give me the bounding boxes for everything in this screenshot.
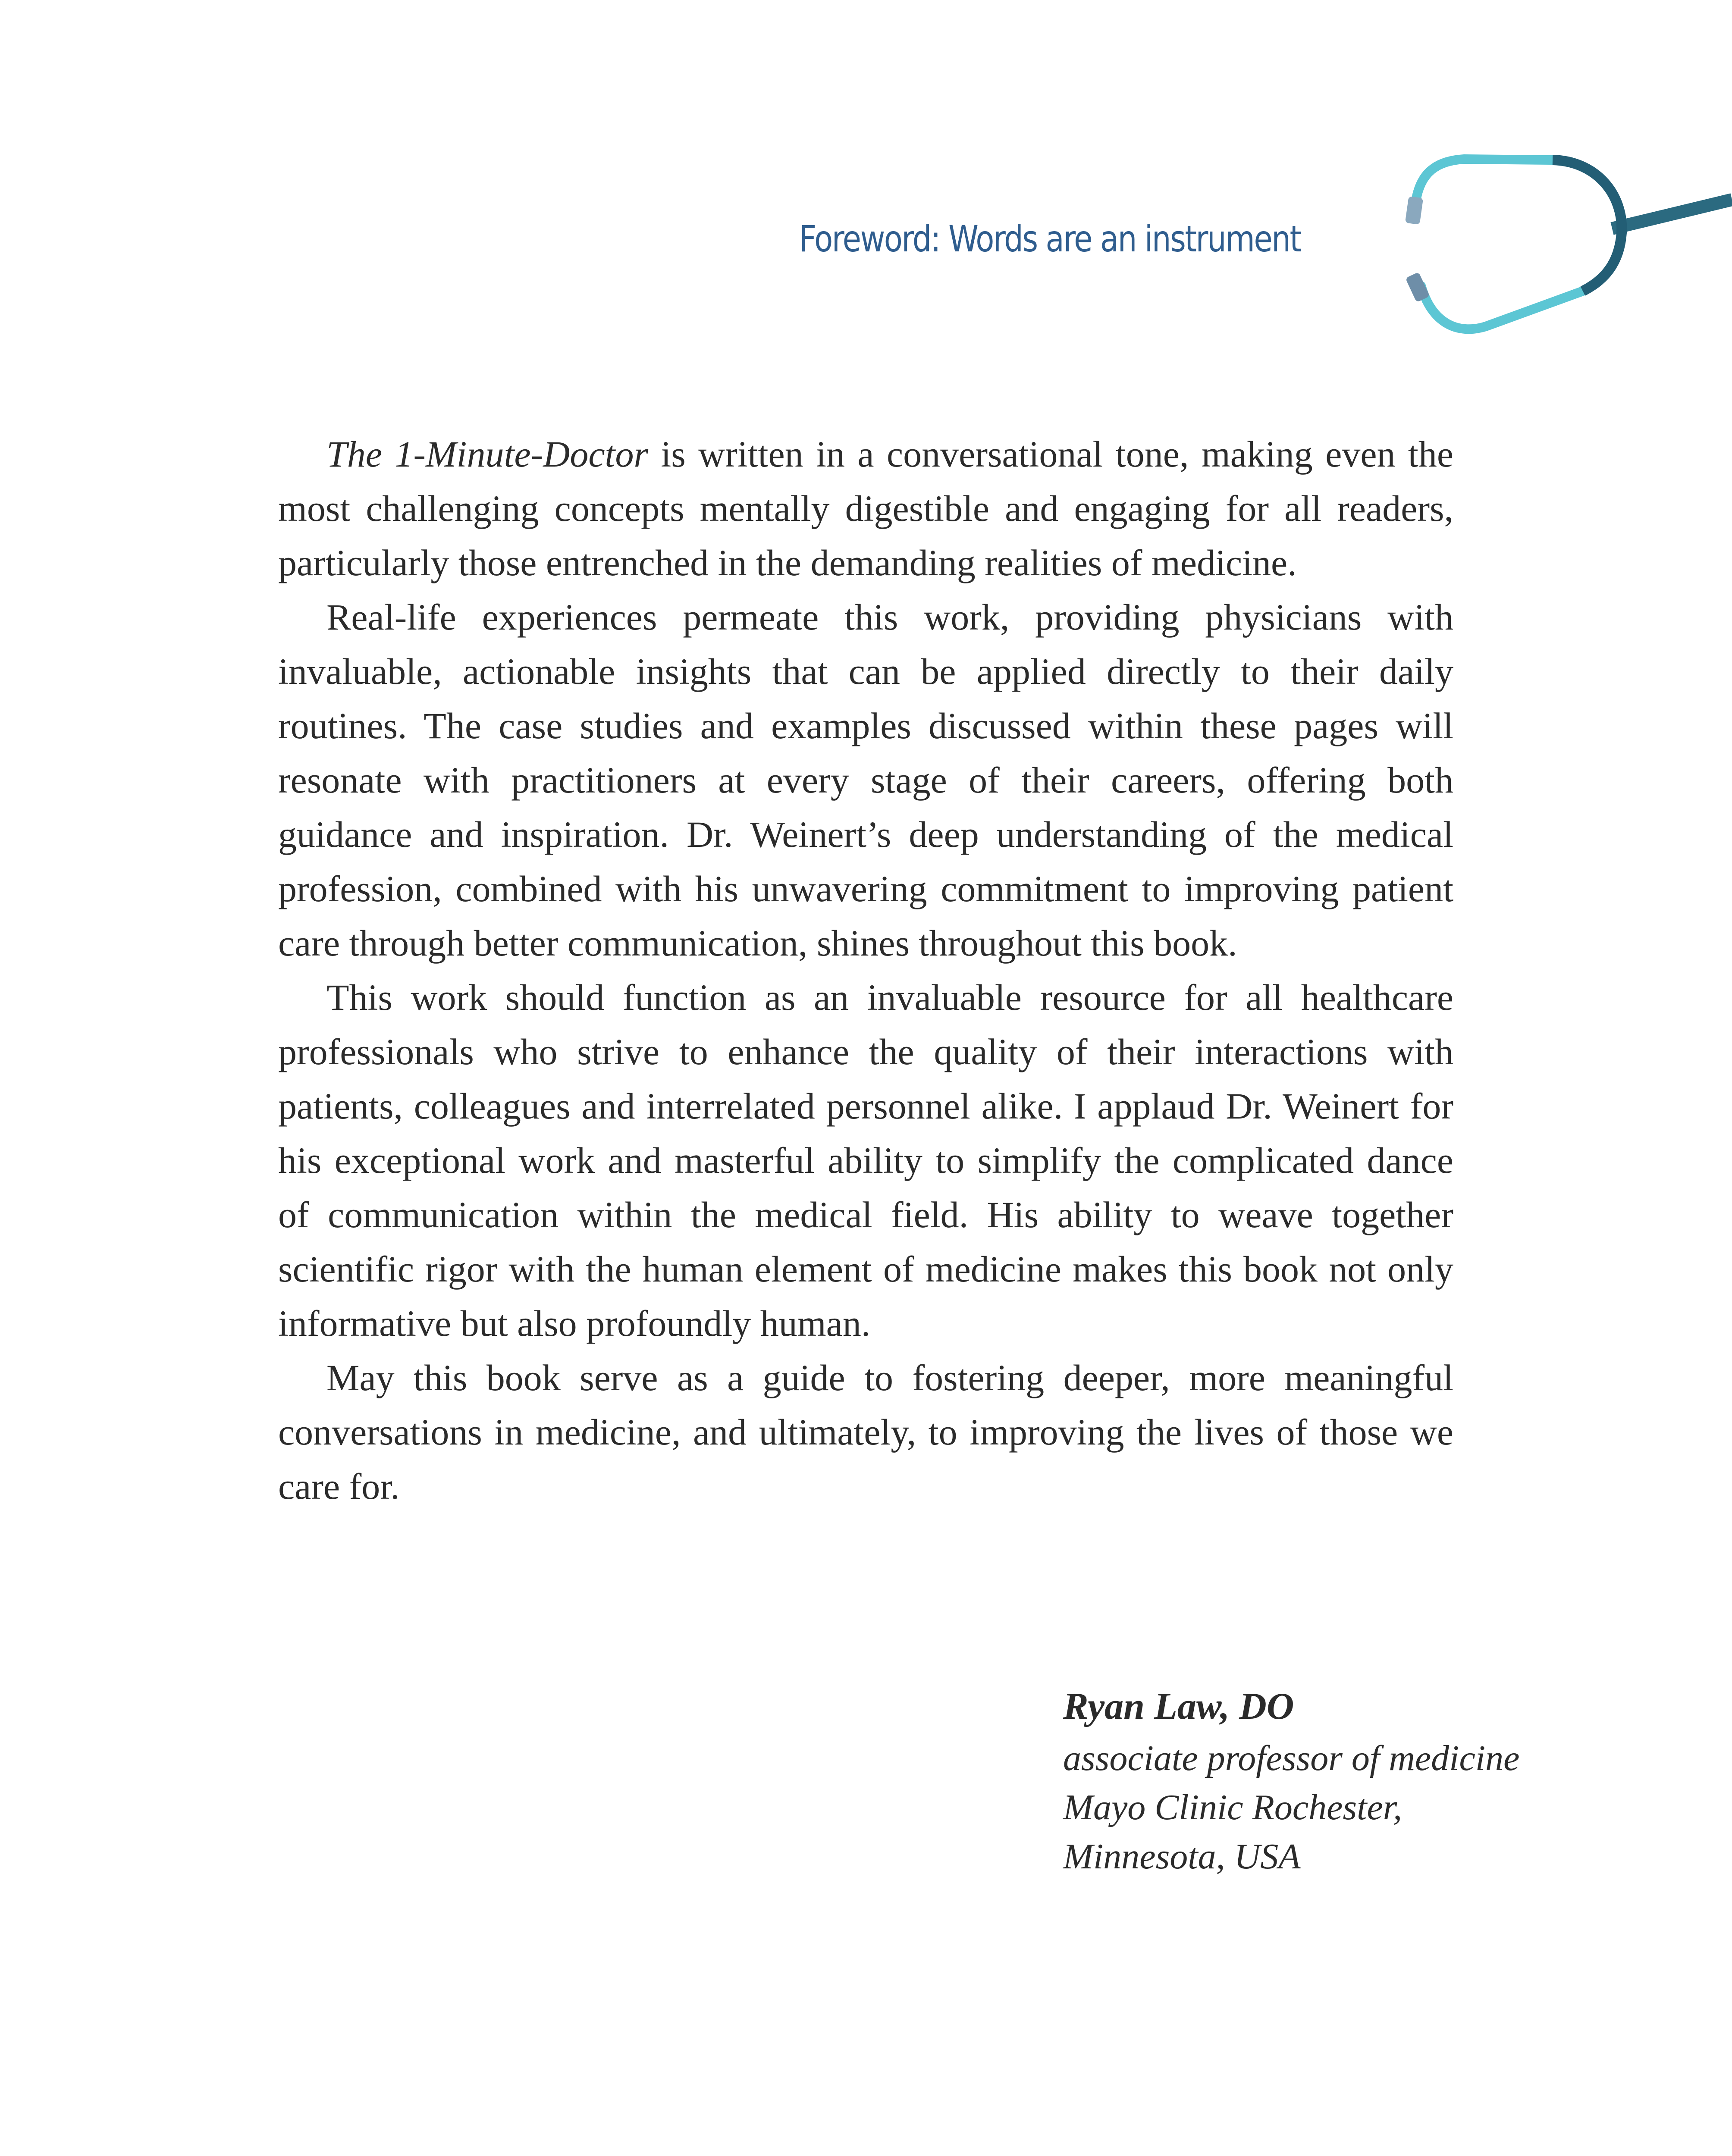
- signature-block: [1063, 1680, 1519, 1881]
- book-title: The 1-Minute-Doctor: [326, 433, 648, 475]
- paragraph-3: This work should function as an invaluable resource for all healthcare professionals who strive to enhance the quality of their interactions with patients, colleagues and interrelated personnel alike. I applaud Dr. Weinert for his exceptional work and masterful ability to simplify the complicated dance of communication within the medical field. His ability to weave together scientific rigor with the human element of medicine makes this book not only informative but also profoundly human.: [278, 977, 1453, 1344]
- running-header-title: Foreword: Words are an instrument: [799, 218, 1301, 260]
- paragraph-1: [278, 427, 1453, 590]
- author-location: Minnesota, USA: [1063, 1836, 1301, 1877]
- paragraph-1-text: is written in a conversational tone, making even the most challenging concepts mentally digestible and engaging for all readers, particularly those entrenched in the demanding realities of medicine.: [278, 433, 1453, 583]
- author-affiliation: Mayo Clinic Rochester,: [1063, 1787, 1403, 1827]
- stethoscope-icon: [1393, 149, 1732, 347]
- paragraph-4: May this book serve as a guide to fostering deeper, more meaningful conversations in medicine, and ultimately, to improving the lives of those we care for.: [278, 1357, 1453, 1507]
- ear-tip-upper: [1405, 196, 1423, 225]
- paragraph-2: Real-life experiences permeate this work, providing physicians with invaluable, actionable insights that can be applied directly to their daily routines. The case studies and examples discussed within these pages will resonate with practitioners at every stage of their careers, offering both guidance and inspiration. Dr. Weinert’s deep understanding of the medical profession, combined with his unwavering commitment to improving patient care through better communication, shines throughout this book.: [278, 596, 1453, 964]
- foreword-body: [278, 427, 1453, 1514]
- author-name: Ryan Law, DO: [1063, 1686, 1294, 1727]
- author-title: associate professor of medicine: [1063, 1738, 1520, 1778]
